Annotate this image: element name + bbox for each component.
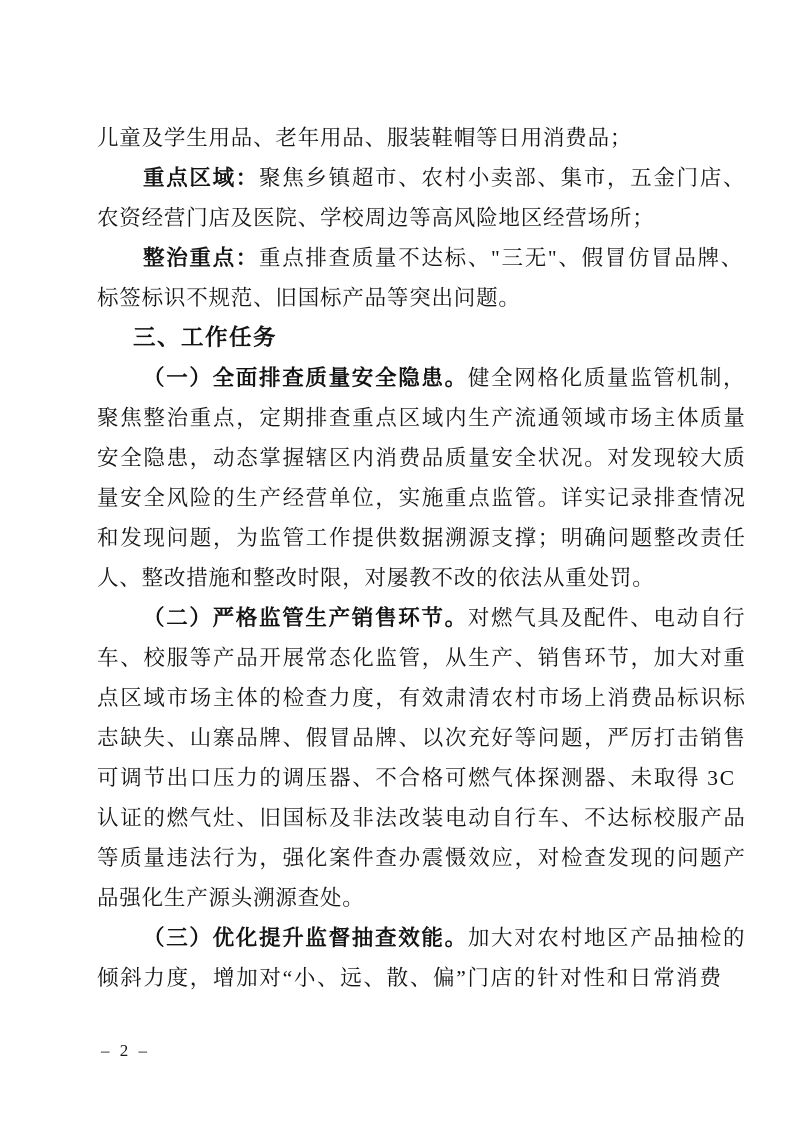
item-2-body: 对燃气具及配件、电动自行 [467,606,747,630]
text-line-11: 和发现问题，为监管工作提供数据溯源支撑；明确问题整改责任 [97,526,747,550]
text-line-22: 倾斜力度，增加对“小、远、散、偏”门店的针对性和日常消费 [97,966,723,990]
text-line-15: 点区域市场主体的检查力度，有效肃清农村市场上消费品标识标 [97,686,747,710]
text-line-14: 车、校服等产品开展常态化监管，从生产、销售环节，加大对重 [97,646,747,670]
section-heading: 三、工作任务 [133,325,278,350]
item-1-lead: （一）全面排查质量安全隐患。 [143,366,468,390]
text-line-21 [97,918,757,958]
text-line-16: 志缺失、山寨品牌、假冒品牌、以次充好等问题，严厉打击销售 [97,726,747,750]
text-line-12: 人、整改措施和整改时限，对屡教不改的依法从重处罚。 [97,566,655,590]
key-areas-body: 聚焦乡镇超市、农村小卖部、集市，五金门店、 [259,166,747,190]
remediation-focus-lead: 整治重点： [143,246,260,270]
remediation-focus-body: 重点排查质量不达标、"三无"、假冒仿冒品牌、 [259,246,744,270]
item-1-body: 健全网格化质量监管机制， [467,366,747,390]
text-line-10: 量安全风险的生产经营单位，实施重点监管。详实记录排查情况 [97,486,747,510]
text-line-13 [97,598,757,638]
text-line-5: 标签标识不规范、旧国标产品等突出问题。 [97,286,521,310]
item-2-lead: （二）严格监管生产销售环节。 [143,606,468,630]
document-body [97,118,757,998]
text-line-19: 等质量违法行为，强化案件查办震慑效应，对检查发现的问题产 [97,846,747,870]
text-line-4 [97,238,757,278]
text-line-18: 认证的燃气灶、旧国标及非法改装电动自行车、不达标校服产品 [97,806,747,830]
text-line-8: 聚焦整治重点，定期排查重点区域内生产流通领域市场主体质量 [97,406,747,430]
text-line-2 [97,158,757,198]
text-line-1: 儿童及学生用品、老年用品、服装鞋帽等日用消费品； [97,126,633,150]
text-line-9: 安全隐患，动态掌握辖区内消费品质量安全状况。对发现较大质 [97,446,747,470]
text-line-20: 品强化生产源头溯源查处。 [97,886,365,910]
item-3-lead: （三）优化提升监督抽查效能。 [143,926,468,950]
text-line-3: 农资经营门店及医院、学校周边等高风险地区经营场所； [97,206,655,230]
page-number: – 2 – [101,1041,150,1060]
text-line-7 [97,358,757,398]
text-line-17: 可调节出口压力的调压器、不合格可燃气体探测器、未取得 3C [97,766,736,790]
key-areas-lead: 重点区域： [143,166,260,190]
item-3-body: 加大对农村地区产品抽检的 [467,926,747,950]
